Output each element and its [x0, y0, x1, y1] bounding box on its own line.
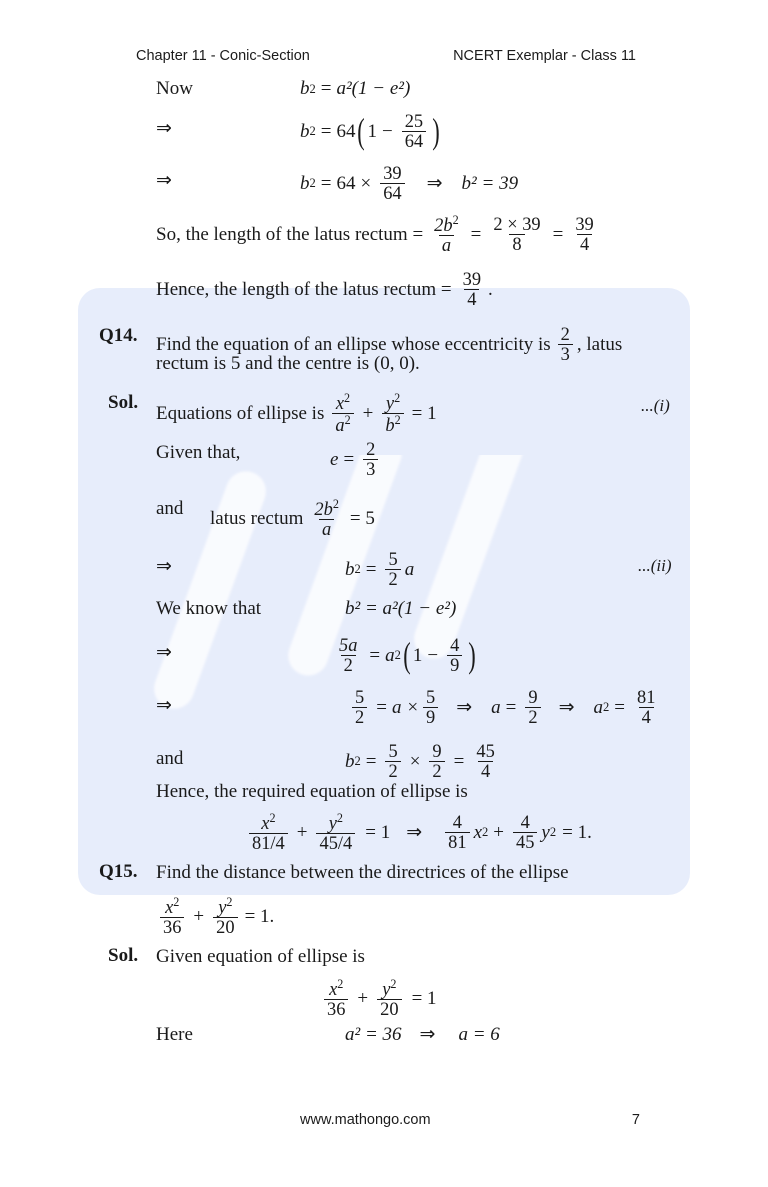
fraction-39-64: $\frac{39}{64}$: [380, 164, 404, 203]
implies-arrow: ⇒: [156, 556, 172, 577]
fraction-2-over-3: $\frac{2}{3}$: [558, 325, 573, 364]
implies-row-5: [156, 695, 172, 717]
solution-label-q15: Sol.: [108, 945, 139, 966]
fraction-5-over-2: $\frac{5}{2}$: [385, 742, 400, 781]
and-label-2: and: [156, 748, 184, 769]
fraction-25-64: $\frac{25}{64}$: [402, 112, 426, 151]
implies-arrow: ⇒: [156, 642, 172, 663]
header-chapter: Chapter 11 - Conic-Section: [136, 48, 310, 64]
fraction-5-over-9: $\frac{5}{9}$: [423, 688, 438, 727]
implies-row-2: [156, 170, 172, 192]
fraction-y2-over-b2: $\frac{y^2}{b^2}$: [382, 392, 403, 435]
latus-rectum-text: So, the length of the latus rectum =: [156, 223, 424, 245]
fraction-45-over-4: $\frac{45}{4}$: [476, 741, 495, 781]
a2-equals-36: a² = 36: [345, 1024, 402, 1045]
fraction-x2-over-a2: $\frac{x^2}{a^2}$: [332, 392, 353, 435]
b2-computation-row: b 2 = $\frac{5}{2}$ × $\frac{9}{2}$ = $\frac{45}{4}$: [345, 742, 502, 781]
fraction-4-over-45: $\frac{4}{45}$: [513, 813, 537, 852]
fraction-y2-over-20: $\frac{y^2}{20}$: [213, 896, 237, 937]
fraction-39-over-4: $\frac{39}{4}$: [575, 214, 594, 255]
here-equation-row: [345, 1024, 500, 1046]
fraction-5a-over-2: $\frac{5a}{2}$: [339, 635, 358, 675]
now-label-row: [156, 78, 193, 100]
running-head: [136, 48, 636, 64]
footer-site: www.mathongo.com: [300, 1112, 431, 1128]
fraction-5-over-2: $\frac{5}{2}$: [385, 550, 400, 589]
equation-ref-ii: ...(ii): [638, 556, 672, 575]
b-exponent: 2: [309, 81, 316, 96]
q14-statement: Find the equation of an ellipse whose eccentricity is: [156, 333, 551, 355]
page-footer: [300, 1112, 640, 1128]
q14-final-equation: $\frac{x^2}{81/4}$ + $\frac{y^2}{45/4}$ = 1 ⇒ $\frac{4}{81}$ x 2 + $\frac{4}{45}$ y 2 = 1.: [245, 812, 592, 853]
fraction-4-over-81: $\frac{4}{81}$: [445, 813, 469, 852]
b-symbol: b: [300, 120, 310, 142]
fraction-39-over-4: $\frac{39}{4}$: [462, 269, 482, 309]
equation-b2-substituted: b 2 = 64 ( 1 − $\frac{25}{64}$ ): [300, 111, 440, 152]
implies-row-4: [156, 642, 172, 664]
implies-arrow: ⇒: [558, 696, 575, 718]
latus-rectum-label: latus rectum: [210, 507, 304, 529]
equation-b2-result: b 2 = 64 × $\frac{39}{64}$ ⇒ b² = 39: [300, 163, 519, 203]
rhs-expression: a²(1 − e²): [336, 78, 411, 99]
implies-arrow: ⇒: [426, 172, 443, 194]
given-that-label: Given that,: [156, 442, 241, 463]
implies-arrow: ⇒: [156, 118, 172, 139]
fraction-2x39-over-8: $\frac{2 \times 39}{8}$: [493, 214, 541, 255]
q15-statement: Find the distance between the directrices of the ellipse: [156, 862, 569, 883]
and-label-1: and: [156, 498, 184, 519]
b2-equals-5a-over-2: b 2 = $\frac{5}{2}$ a: [345, 549, 415, 589]
fraction-x2-over-81-4: $\frac{x^2}{81/4}$: [249, 812, 288, 853]
hence-text: Hence, the length of the latus rectum =: [156, 278, 452, 300]
a-symbol: a: [404, 558, 415, 580]
question-number-q15: Q15.: [99, 861, 138, 882]
coefficient-64: 64: [336, 120, 356, 142]
fraction-9-over-2: $\frac{9}{2}$: [525, 688, 540, 727]
equation-ref-i: ...(i): [641, 396, 670, 415]
latus-rectum-length-row: So, the length of the latus rectum = $\frac{2b^2}{a}$ = $\frac{2 \times 39}{8}$ = $\frac{39}{4}$: [156, 214, 601, 255]
footer-page-number: 7: [631, 1112, 640, 1128]
solution-label-q14: Sol.: [108, 392, 139, 413]
implies-arrow: ⇒: [456, 696, 473, 718]
fraction-2b2-over-a: $\frac{2b^2}{a}$: [434, 213, 459, 256]
implies-arrow: ⇒: [419, 1024, 436, 1045]
hence-required-equation-text: Hence, the required equation of ellipse is: [156, 781, 468, 802]
a-symbol: a: [385, 644, 395, 666]
eccentricity-value: e = $\frac{2}{3}$: [330, 440, 382, 479]
we-know-that-label: We know that: [156, 598, 262, 619]
fraction-y2-over-20: $\frac{y^2}{20}$: [377, 978, 401, 1019]
fraction-4-over-9: $\frac{4}{9}$: [447, 636, 462, 675]
fraction-5-over-2: $\frac{5}{2}$: [352, 688, 367, 727]
step-5a-over-2: $\frac{5a}{2}$ = a 2 ( 1 − $\frac{4}{9}$ ): [332, 636, 478, 675]
now-label: Now: [156, 78, 193, 99]
solve-for-a-row: $\frac{5}{2}$ = a × $\frac{5}{9}$ ⇒ a = $\frac{9}{2}$ ⇒ a 2 = $\frac{81}{4}$: [348, 688, 662, 727]
fraction-y2-over-45-4: $\frac{y^2}{45/4}$: [316, 812, 355, 853]
equals-five: = 5: [349, 507, 375, 529]
equals-one: = 1: [411, 987, 437, 1009]
fraction-x2-over-36: $\frac{x^2}{36}$: [324, 978, 348, 1019]
q14-equation-of-ellipse: Equations of ellipse is $\frac{x^2}{a^2}$ + $\frac{y^2}{b^2}$ = 1: [156, 391, 437, 436]
implies-row-1: [156, 118, 172, 140]
implies-arrow: ⇒: [156, 695, 172, 716]
latus-rectum-condition: [210, 498, 375, 539]
implies-row-3: [156, 556, 172, 578]
we-know-equation: [345, 598, 456, 620]
b2-a2-identity: b² = a²(1 − e²): [345, 598, 457, 619]
fraction-2b2-over-a: $\frac{2b^2}{a}$: [314, 497, 339, 540]
equals-one: = 1: [411, 402, 437, 424]
q14-sol-intro: Equations of ellipse is: [156, 402, 325, 424]
equals-one-period: = 1.: [562, 821, 592, 843]
q15-sol-equation: $\frac{x^2}{36}$ + $\frac{y^2}{20}$ = 1: [320, 978, 437, 1019]
fraction-x2-over-36: $\frac{x^2}{36}$: [160, 896, 184, 937]
equals-one-period: = 1.: [244, 905, 275, 927]
fraction-81-over-4: $\frac{81}{4}$: [637, 687, 656, 727]
q14-statement-tail: , latus: [576, 333, 623, 355]
a-times: a ×: [391, 696, 420, 718]
question-number-q14: Q14.: [99, 325, 138, 346]
fraction-2-over-3: $\frac{2}{3}$: [363, 440, 378, 479]
hence-latus-rectum-row: [156, 270, 493, 309]
b2-equals-39: b² = 39: [461, 172, 519, 194]
one-literal: 1: [412, 644, 423, 666]
fraction-9-over-2: $\frac{9}{2}$: [429, 742, 444, 781]
implies-arrow: ⇒: [156, 170, 172, 191]
equation-b2-general: b 2 = a²(1 − e²): [300, 78, 411, 99]
b-symbol: b: [300, 78, 310, 99]
equals-one: = 1: [365, 821, 391, 843]
a-equals-6: a = 6: [458, 1024, 500, 1045]
one-literal: 1: [367, 120, 377, 142]
period: .: [488, 278, 493, 300]
implies-arrow: ⇒: [406, 821, 423, 843]
q15-sol-intro: Given equation of ellipse is: [156, 946, 365, 967]
q14-text-line2: rectum is 5 and the centre is (0, 0).: [156, 353, 420, 374]
here-label: Here: [156, 1024, 193, 1045]
header-book: NCERT Exemplar - Class 11: [453, 48, 636, 64]
q15-equation: $\frac{x^2}{36}$ + $\frac{y^2}{20}$ = 1.: [156, 896, 274, 937]
coefficient-64: 64: [336, 172, 356, 194]
